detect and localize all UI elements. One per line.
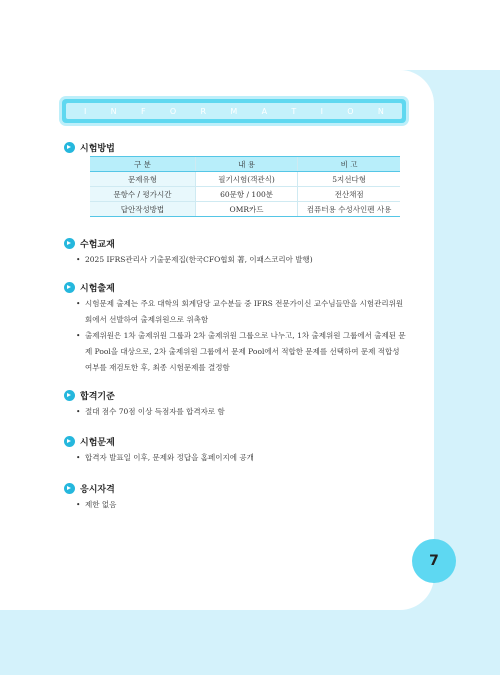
arrow-circle-icon <box>64 436 75 447</box>
table-cell: 문제유형 <box>90 172 195 187</box>
list-item: • 합격자 발표일 이후, 문제와 정답을 홈페이지에 공개 <box>76 450 406 466</box>
eligibility-list <box>76 497 406 513</box>
banner-letter: M <box>230 106 238 116</box>
arrow-circle-icon <box>64 282 75 293</box>
section-title: 응시자격 <box>80 485 115 495</box>
table-cell: 답안작성방법 <box>90 202 195 217</box>
table-header: 비 고 <box>298 157 400 172</box>
table-row <box>90 202 400 217</box>
pass-list <box>76 404 406 420</box>
section-method-heading <box>64 141 115 154</box>
setting-list <box>76 296 406 376</box>
list-item: • 절대 점수 70점 이상 득점자를 합격자로 함 <box>76 404 406 420</box>
table-cell: 문항수 / 평가시간 <box>90 187 195 202</box>
banner-letter: F <box>140 106 146 116</box>
arrow-circle-icon <box>64 390 75 401</box>
list-item: • 제한 없음 <box>76 497 406 513</box>
arrow-circle-icon <box>64 238 75 249</box>
table-cell: OMR카드 <box>195 202 297 217</box>
table-cell: 전산채점 <box>298 187 400 202</box>
top-margin <box>0 0 500 70</box>
banner-letter: I <box>320 106 323 116</box>
section-setting-heading <box>64 281 115 294</box>
section-pass-heading <box>64 389 115 402</box>
section-title: 시험방법 <box>80 144 115 154</box>
list-item: • 출제위원은 1차 출제위원 그룹과 2차 출제위원 그룹으로 나누고, 1차 출제위원 그룹에서 출제된 문제 Pool을 대상으로, 2차 출제위원 그룹에서 문제 Pool에서 적합한 문제를 선택하여 문제 적합성 여부를 재검토한 후, 최종 시험문제를 결정함 <box>76 328 406 376</box>
table-cell: 컴퓨터용 수성사인펜 사용 <box>298 202 400 217</box>
banner-letter: R <box>200 106 207 116</box>
banner-letter: N <box>110 106 117 116</box>
arrow-circle-icon <box>64 142 75 153</box>
table-cell: 60문항 / 100분 <box>195 187 297 202</box>
arrow-circle-icon <box>64 483 75 494</box>
table-header-row <box>90 157 400 172</box>
table-row <box>90 187 400 202</box>
textbook-list <box>76 252 406 268</box>
table-header: 내 용 <box>195 157 297 172</box>
table-header: 구 분 <box>90 157 195 172</box>
banner-letter: I <box>84 106 87 116</box>
table-row <box>90 172 400 187</box>
page-number: 7 <box>412 539 456 583</box>
section-title: 시험문제 <box>80 438 115 448</box>
list-item: • 시험문제 출제는 주요 대학의 회계담당 교수분들 중 IFRS 전문가이신 교수님들만을 시험관리위원회에서 선발하여 출제위원으로 위촉함 <box>76 296 406 328</box>
banner-letter: O <box>169 106 177 116</box>
table-cell: 필기시험(객관식) <box>195 172 297 187</box>
banner-letter: O <box>347 106 354 116</box>
banner-letter: A <box>261 106 268 116</box>
banner-letter: T <box>291 106 297 116</box>
section-questions-heading <box>64 435 115 448</box>
table-cell: 5지선다형 <box>298 172 400 187</box>
section-title: 합격기준 <box>80 392 115 402</box>
questions-list <box>76 450 406 466</box>
list-item: • 2025 IFRS관리사 기출문제집(한국CFO협회 著, 이패스코리아 발행) <box>76 252 406 268</box>
section-title: 시험출제 <box>80 284 115 294</box>
section-textbook-heading <box>64 237 115 250</box>
banner-letter: N <box>377 106 384 116</box>
information-banner <box>62 99 406 123</box>
section-title: 수험교재 <box>80 240 115 250</box>
exam-method-table <box>90 156 400 217</box>
section-eligibility-heading <box>64 482 115 495</box>
